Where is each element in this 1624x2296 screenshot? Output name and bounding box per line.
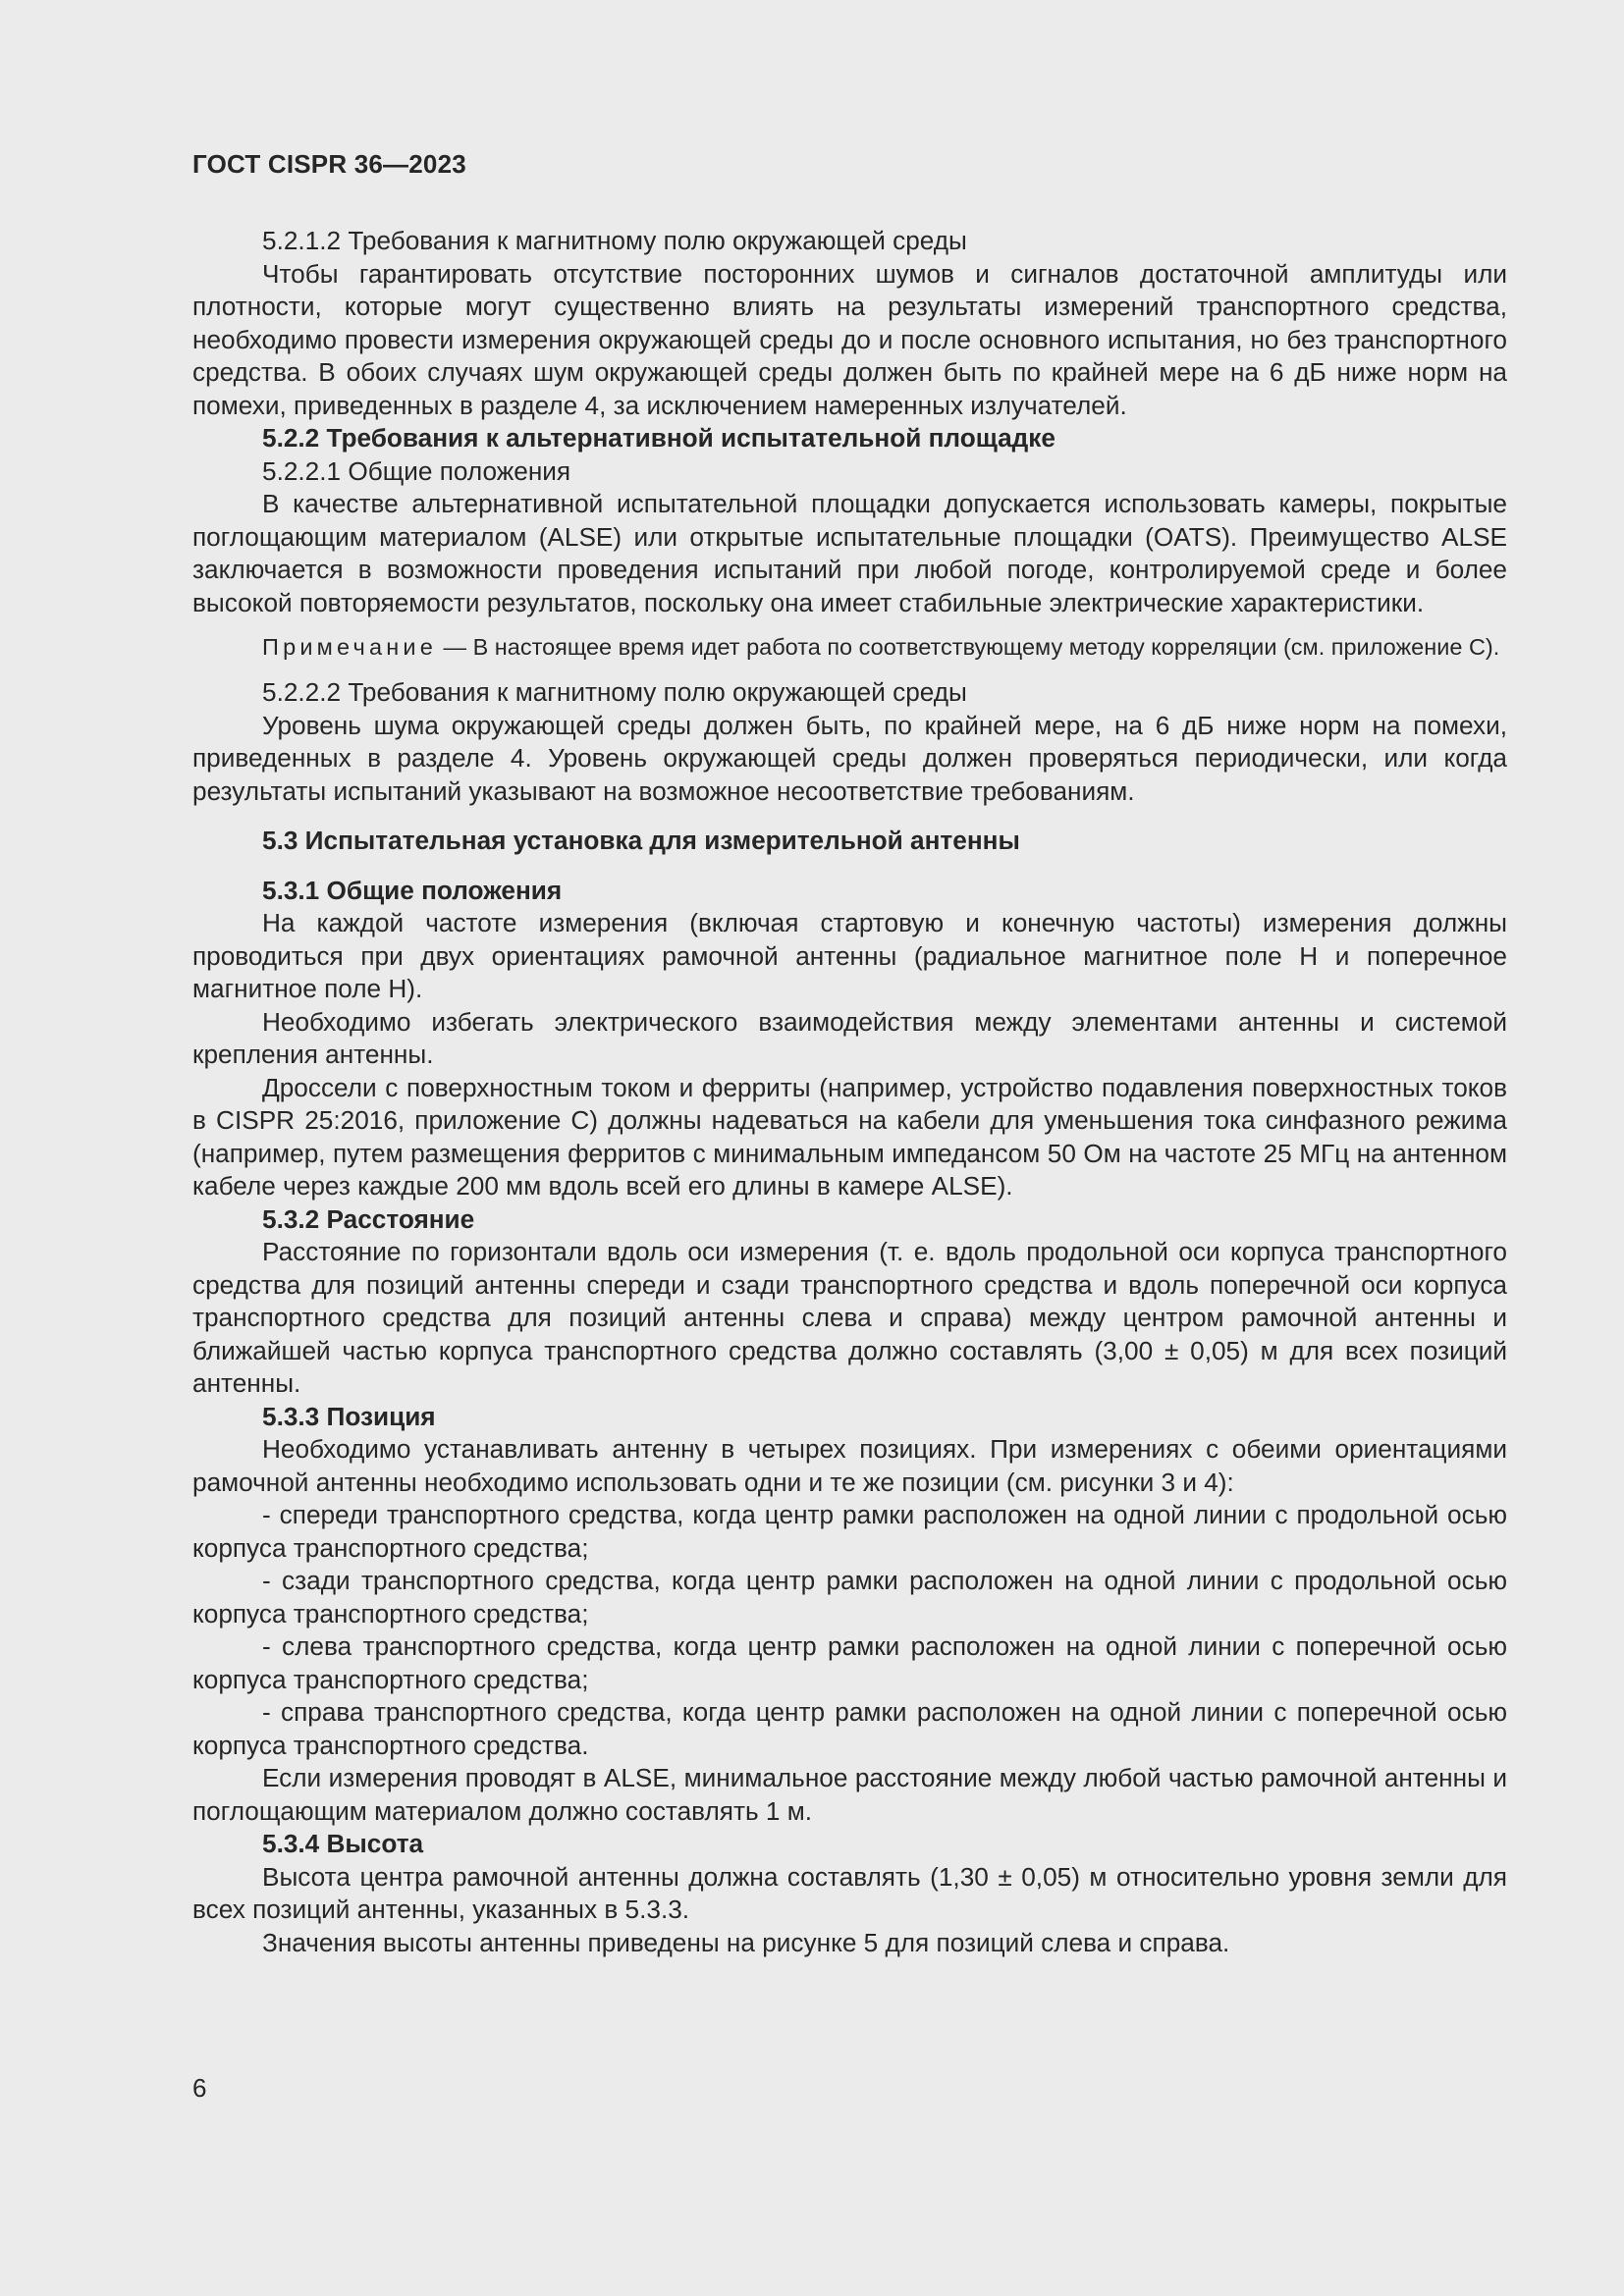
body-paragraph: Расстояние по горизонтали вдоль оси измерения (т. е. вдоль продольной оси корпуса транспортного средства для позиций антенны спереди и сзади транспортного средства и вдоль поперечной оси корпуса транспортного средства для позиций антенны слева и справа) между центром рамочной антенны и ближайшей частью корпуса транспортного средства должно составлять (3,00 ± 0,05) м для всех позиций антенны.: [192, 1237, 1507, 1398]
body-paragraph: Уровень шума окружающей среды должен быть, по крайней мере, на 6 дБ ниже норм на помехи, приведенных в разделе 4. Уровень окружающей среды должен проверяться периодически, или когда результаты испытаний указывают на возможное несоответствие требованиям.: [192, 710, 1507, 806]
section-heading-5-2-2-2: 5.2.2.2 Требования к магнитному полю окружающей среды: [262, 677, 967, 707]
document-header: ГОСТ CISPR 36—2023: [192, 149, 466, 179]
document-body: [192, 225, 1507, 1959]
body-paragraph: Чтобы гарантировать отсутствие посторонних шумов и сигналов достаточной амплитуды или плотности, которые могут существенно влиять на результаты измерений транспортного средства, необходимо провести измерения окружающей среды до и после основного испытания, но без транспортного средства. В обоих случаях шум окружающей среды должен быть по крайней мере на 6 дБ ниже норм на помехи, приведенных в разделе 4, за исключением намеренных излучателей.: [192, 258, 1507, 420]
list-item: - сзади транспортного средства, когда центр рамки расположен на одной линии с продольной осью корпуса транспортного средства;: [192, 1566, 1507, 1629]
body-paragraph: Если измерения проводят в ALSE, минимальное расстояние между любой частью рамочной антенны и поглощающим материалом должно составлять 1 м.: [192, 1763, 1507, 1826]
section-heading-5-2-2: 5.2.2 Требования к альтернативной испытательной площадке: [262, 423, 1056, 453]
note-paragraph: [192, 632, 1507, 663]
body-paragraph: Значения высоты антенны приведены на рисунке 5 для позиций слева и справа.: [262, 1927, 1230, 1957]
note-label: Примечание: [262, 634, 438, 660]
list-item: - слева транспортного средства, когда центр рамки расположен на одной линии с поперечной осью корпуса транспортного средства;: [192, 1631, 1507, 1694]
body-paragraph: Необходимо избегать электрического взаимодействия между элементами антенны и системой крепления антенны.: [192, 1006, 1507, 1069]
body-paragraph: Необходимо устанавливать антенну в четырех позициях. При измерениях с обеими ориентациями рамочной антенны необходимо использовать одни и те же позиции (см. рисунки 3 и 4):: [192, 1434, 1507, 1497]
body-paragraph: На каждой частоте измерения (включая стартовую и конечную частоты) измерения должны проводиться при двух ориентациях рамочной антенны (радиальное магнитное поле Н и поперечное магнитное поле Н).: [192, 908, 1507, 1003]
section-heading-5-3-3: 5.3.3 Позиция: [262, 1401, 436, 1431]
section-heading-5-3-4: 5.3.4 Высота: [262, 1829, 424, 1858]
body-paragraph: Высота центра рамочной антенны должна составлять (1,30 ± 0,05) м относительно уровня земли для всех позиций антенны, указанных в 5.3.3.: [192, 1861, 1507, 1924]
section-heading-5-3-2: 5.3.2 Расстояние: [262, 1203, 475, 1234]
page-number: 6: [192, 2073, 207, 2103]
body-paragraph: В качестве альтернативной испытательной площадки допускается использовать камеры, покрытые поглощающим материалом (ALSE) или открытые испытательные площадки (OATS). Преимущество ALSE заключается в возможности проведения испытаний при любой погоде, контролируемой среде и более высокой повторяемости результатов, поскольку она имеет стабильные электрические характеристики.: [192, 489, 1507, 617]
section-heading-5-2-1-2: 5.2.1.2 Требования к магнитному полю окружающей среды: [262, 226, 967, 255]
note-text: — В настоящее время идет работа по соответствующему методу корреляции (см. приложение С).: [437, 634, 1500, 660]
list-item: - справа транспортного средства, когда центр рамки расположен на одной линии с поперечной осью корпуса транспортного средства.: [192, 1697, 1507, 1760]
section-heading-5-3-1: 5.3.1 Общие положения: [262, 875, 563, 905]
section-heading-5-2-2-1: 5.2.2.1 Общие положения: [262, 455, 571, 486]
list-item: - спереди транспортного средства, когда центр рамки расположен на одной линии с продольной осью корпуса транспортного средства;: [192, 1500, 1507, 1563]
body-paragraph: Дроссели с поверхностным током и ферриты (например, устройство подавления поверхностных токов в CISPR 25:2016, приложение C) должны надеваться на кабели для уменьшения тока синфазного режима (например, путем размещения ферритов с минимальным импедансом 50 Ом на частоте 25 МГц на антенном кабеле через каждые 200 мм вдоль всей его длины в камере ALSE).: [192, 1072, 1507, 1201]
section-heading-5-3: 5.3 Испытательная установка для измерительной антенны: [262, 826, 1020, 855]
